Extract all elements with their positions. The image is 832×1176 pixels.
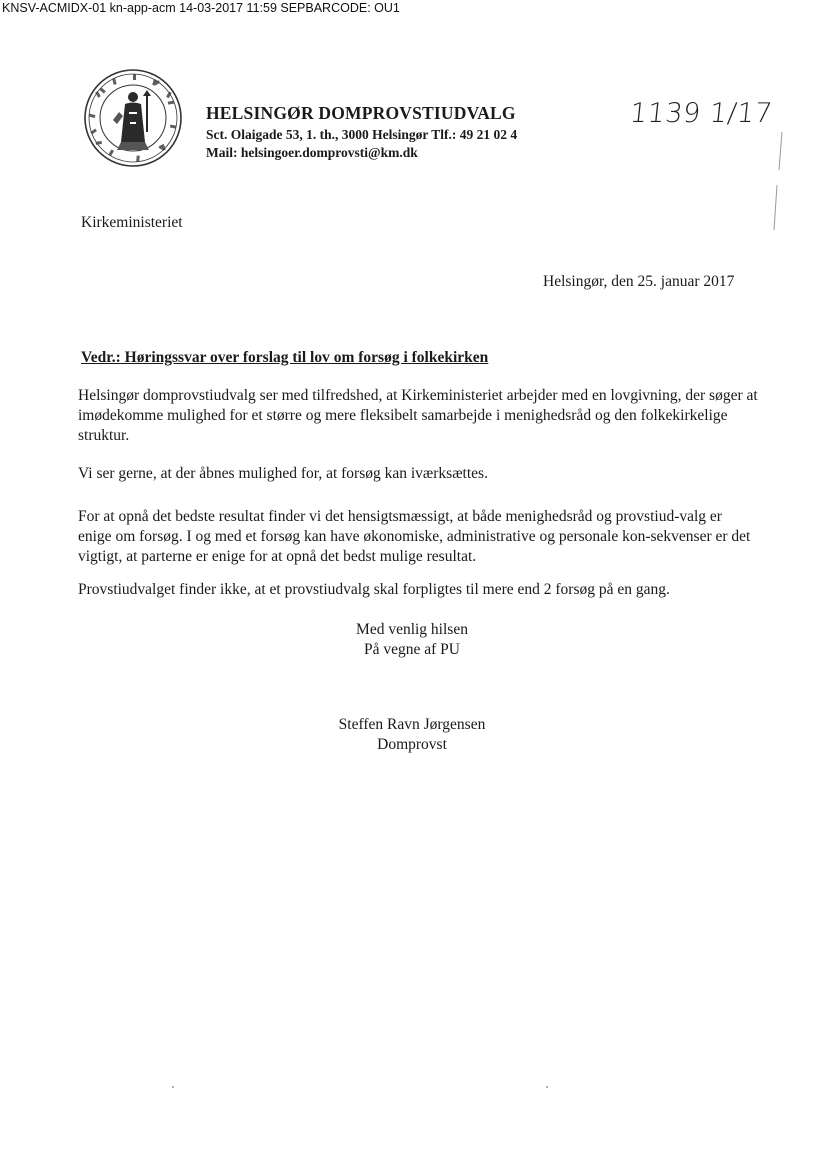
signer-title: Domprovst (377, 736, 447, 753)
seal-logo (83, 68, 183, 168)
subject-line: Vedr.: Høringssvar over forslag til lov om forsøg i folkekirken (81, 349, 489, 366)
body-paragraph: Vi ser gerne, at der åbnes mulighed for, at forsøg kan iværksættes. (78, 465, 488, 482)
recipient: Kirkeministeriet (81, 214, 183, 231)
organization-address: Sct. Olaigade 53, 1. th., 3000 Helsingør Tlf.: 49 21 02 4 (206, 127, 518, 142)
handwritten-journal-number: 1139 1/17 (628, 98, 775, 129)
scan-header: KNSV-ACMIDX-01 kn-app-acm 14-03-2017 11:59 SEPBARCODE: OU1 (2, 1, 400, 15)
date-line: Helsingør, den 25. januar 2017 (543, 273, 735, 290)
closing-on-behalf: På vegne af PU (364, 641, 460, 658)
body-paragraph: For at opnå det bedste resultat finder vi det hensigtsmæssigt, at både menighedsråd og provstiud-valg er enige om forsøg. I og med et forsøg kan have økonomiske, administrative og personale kon-sekvenser er det vigtigt, at parterne er enige for at opnå det bedst mulige resultat. (78, 508, 751, 565)
signer-name: Steffen Ravn Jørgensen (338, 716, 486, 733)
closing-greeting: Med venlig hilsen (356, 621, 468, 638)
scan-speck (172, 1086, 174, 1088)
body-paragraph: Helsingør domprovstiudvalg ser med tilfredshed, at Kirkeministeriet arbejder med en lovgivning, der søger at imødekomme mulighed for et større og mere fleksibelt samarbejde i menighedsråd og den folkekirkelige struktur. (78, 387, 758, 444)
organization-mail: Mail: helsingoer.domprovsti@km.dk (206, 145, 418, 160)
organization-name: HELSINGØR DOMPROVSTIUDVALG (206, 103, 516, 123)
scan-speck (546, 1086, 548, 1088)
margin-mark (768, 130, 788, 240)
body-paragraph: Provstiudvalget finder ikke, at et provstiudvalg skal forpligtes til mere end 2 forsøg på en gang. (78, 581, 670, 598)
